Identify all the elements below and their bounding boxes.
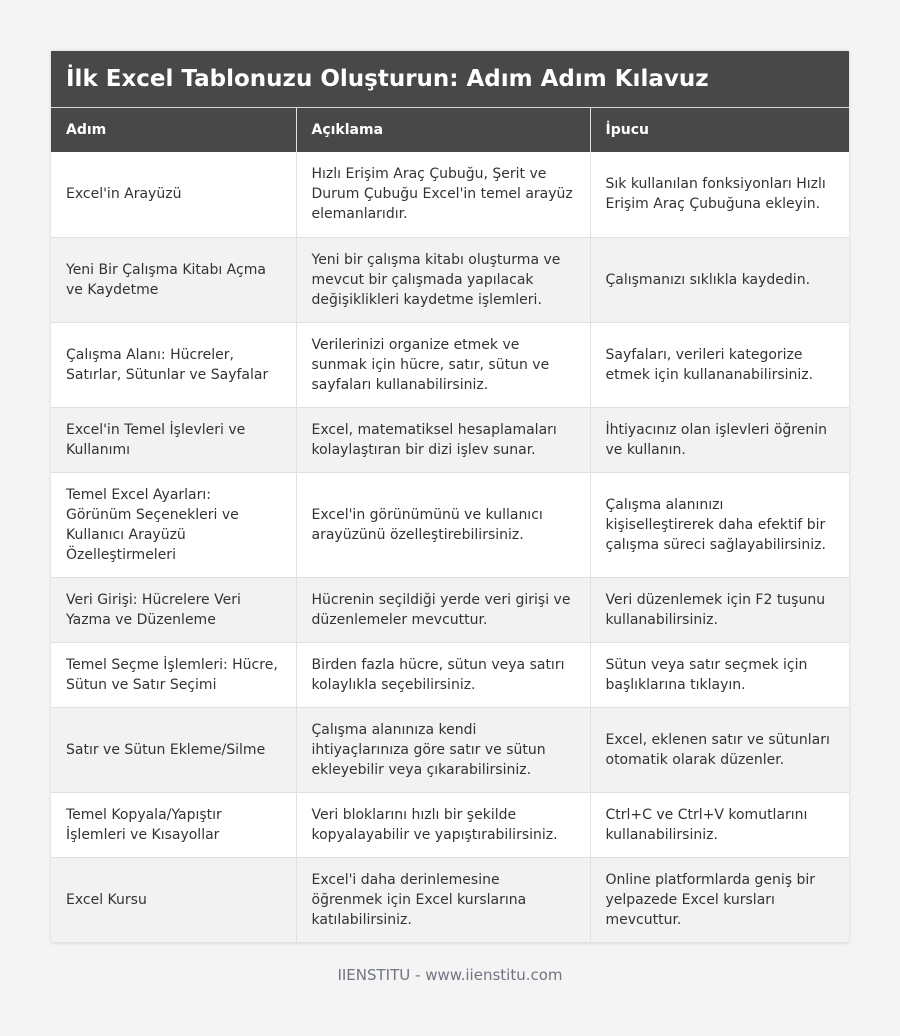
cell-step: Çalışma Alanı: Hücreler, Satırlar, Sütunlar ve Sayfalar	[51, 322, 296, 407]
cell-tip: Online platformlarda geniş bir yelpazede Excel kursları mevcuttur.	[590, 857, 849, 942]
cell-step: Satır ve Sütun Ekleme/Silme	[51, 707, 296, 792]
cell-tip: İhtiyacınız olan işlevleri öğrenin ve kullanın.	[590, 407, 849, 472]
cell-step: Excel'in Temel İşlevleri ve Kullanımı	[51, 407, 296, 472]
cell-tip: Ctrl+C ve Ctrl+V komutlarını kullanabilirsiniz.	[590, 792, 849, 857]
table-row	[51, 642, 849, 707]
header-row	[51, 108, 849, 152]
cell-description: Çalışma alanınıza kendi ihtiyaçlarınıza göre satır ve sütun ekleyebilir veya çıkarabilirsiniz.	[296, 707, 590, 792]
cell-description: Birden fazla hücre, sütun veya satırı kolaylıkla seçebilirsiniz.	[296, 642, 590, 707]
cell-description: Hızlı Erişim Araç Çubuğu, Şerit ve Durum Çubuğu Excel'in temel arayüz elemanlarıdır.	[296, 152, 590, 237]
table-row	[51, 237, 849, 322]
cell-step: Yeni Bir Çalışma Kitabı Açma ve Kaydetme	[51, 237, 296, 322]
cell-description: Hücrenin seçildiği yerde veri girişi ve düzenlemeler mevcuttur.	[296, 577, 590, 642]
cell-description: Veri bloklarını hızlı bir şekilde kopyalayabilir ve yapıştırabilirsiniz.	[296, 792, 590, 857]
cell-tip: Excel, eklenen satır ve sütunları otomatik olarak düzenler.	[590, 707, 849, 792]
table-row	[51, 577, 849, 642]
cell-description: Verilerinizi organize etmek ve sunmak için hücre, satır, sütun ve sayfaları kullanabilirsiniz.	[296, 322, 590, 407]
steps-table	[51, 108, 849, 943]
table-row	[51, 322, 849, 407]
cell-step: Excel Kursu	[51, 857, 296, 942]
cell-tip: Veri düzenlemek için F2 tuşunu kullanabilirsiniz.	[590, 577, 849, 642]
table-row	[51, 792, 849, 857]
cell-tip: Sayfaları, verileri kategorize etmek için kullananabilirsiniz.	[590, 322, 849, 407]
cell-tip: Sık kullanılan fonksiyonları Hızlı Erişim Araç Çubuğuna ekleyin.	[590, 152, 849, 237]
footer-credit: IIENSTITU - www.iienstitu.com	[337, 966, 563, 984]
table-row	[51, 472, 849, 577]
column-header-step: Adım	[51, 108, 296, 152]
cell-tip: Çalışma alanınızı kişiselleştirerek daha efektif bir çalışma süreci sağlayabilirsiniz.	[590, 472, 849, 577]
cell-step: Temel Seçme İşlemleri: Hücre, Sütun ve Satır Seçimi	[51, 642, 296, 707]
cell-description: Yeni bir çalışma kitabı oluşturma ve mevcut bir çalışmada yapılacak değişiklikleri kaydetme işlemleri.	[296, 237, 590, 322]
cell-step: Excel'in Arayüzü	[51, 152, 296, 237]
cell-step: Veri Girişi: Hücrelere Veri Yazma ve Düzenleme	[51, 577, 296, 642]
cell-step: Temel Excel Ayarları: Görünüm Seçenekleri ve Kullanıcı Arayüzü Özelleştirmeleri	[51, 472, 296, 577]
cell-description: Excel, matematiksel hesaplamaları kolaylaştıran bir dizi işlev sunar.	[296, 407, 590, 472]
column-header-description: Açıklama	[296, 108, 590, 152]
cell-description: Excel'in görünümünü ve kullanıcı arayüzünü özelleştirebilirsiniz.	[296, 472, 590, 577]
column-header-tip: İpucu	[590, 108, 849, 152]
cell-description: Excel'i daha derinlemesine öğrenmek için Excel kurslarına katılabilirsiniz.	[296, 857, 590, 942]
cell-step: Temel Kopyala/Yapıştır İşlemleri ve Kısayollar	[51, 792, 296, 857]
table-row	[51, 407, 849, 472]
table-row	[51, 152, 849, 237]
table-row	[51, 707, 849, 792]
table-title: İlk Excel Tablonuzu Oluşturun: Adım Adım Kılavuz	[51, 51, 849, 108]
table-row	[51, 857, 849, 942]
guide-table-card	[51, 51, 849, 943]
cell-tip: Çalışmanızı sıklıkla kaydedin.	[590, 237, 849, 322]
cell-tip: Sütun veya satır seçmek için başlıklarına tıklayın.	[590, 642, 849, 707]
